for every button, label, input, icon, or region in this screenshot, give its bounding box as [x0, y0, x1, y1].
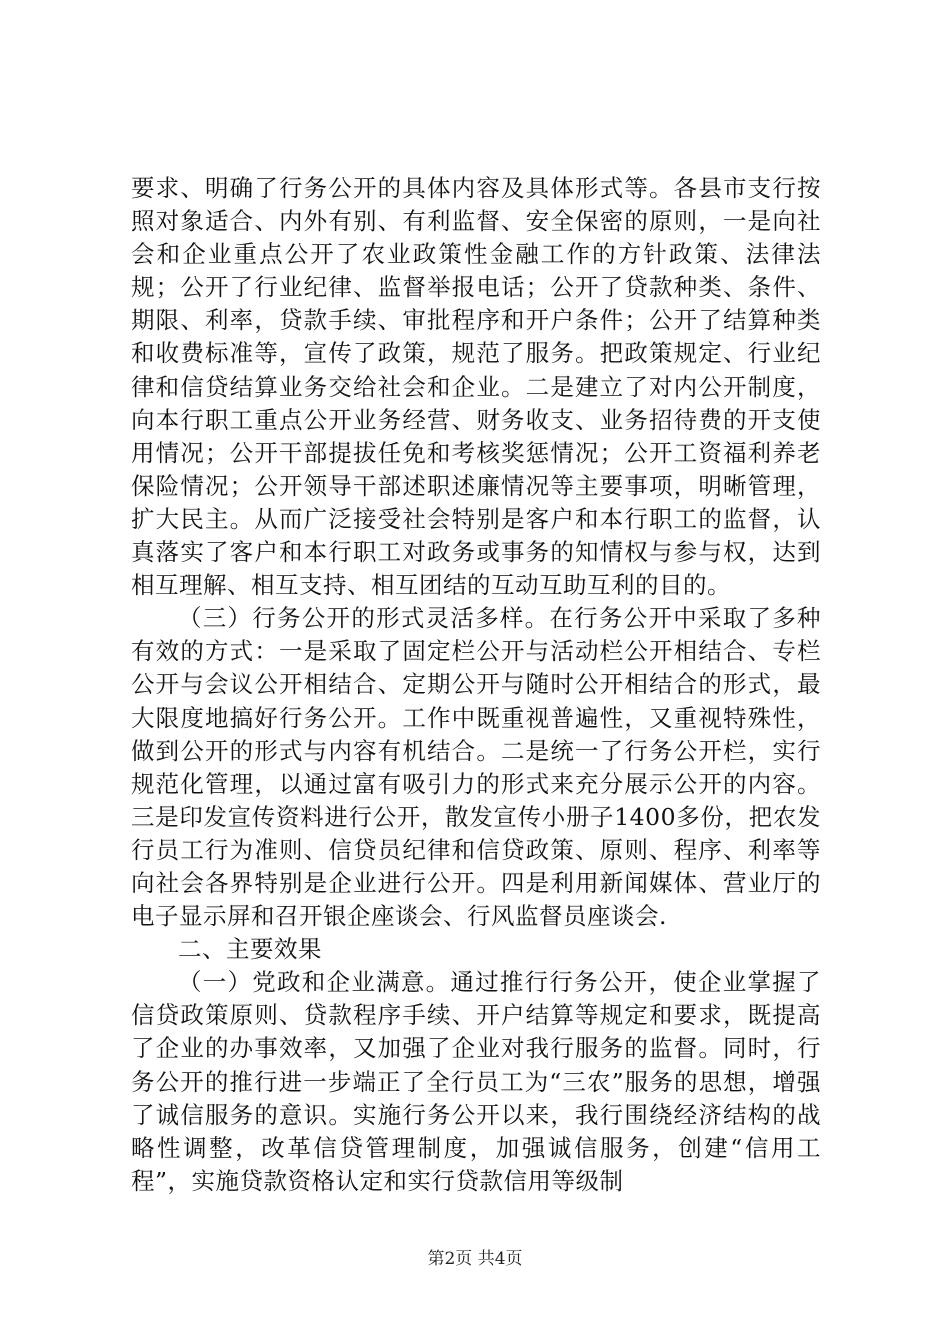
paragraph-continuation: 要求、明确了行务公开的具体内容及具体形式等。各县市支行按照对象适合、内外有别、有利监督、安全保密的原则，一是向社会和企业重点公开了农业政策性金融工作的方针政策、法律法规；公开了行业纪律、监督举报电话；公开了贷款种类、条件、期限、利率，贷款手续、审批程序和开户条件；公开了结算种类和收费标准等，宣传了政策，规范了服务。把政策规定、行业纪律和信贷结算业务交给社会和企业。二是建立了对内公开制度，向本行职工重点公开业务经营、财务收支、业务招待费的开支使用情况；公开干部提拔任免和考核奖惩情况；公开工资福利养老保险情况；公开领导干部述职述廉情况等主要事项，明晰管理，扩大民主。从而广泛接受社会特别是客户和本行职工的监督，认真落实了客户和本行职工对政务或事务的知情权与参与权，达到相互理解、相互支持、相互团结的互动互助互利的目的。 [131, 174, 821, 600]
section-heading-main-effects: 二、主要效果 [178, 935, 322, 964]
paragraph-section-three: （三）行务公开的形式灵活多样。在行务公开中采取了多种有效的方式：一是采取了固定栏公开与活动栏公开相结合、专栏公开与会议公开相结合、定期公开与随时公开相结合的形式，最大限度地搞好行务公开。工作中既重视普遍性，又重视特殊性，做到公开的形式与内容有机结合。二是统一了行务公开栏，实行规范化管理，以通过富有吸引力的形式来充分展示公开的内容。三是印发宣传资料进行公开，散发宣传小册子1400多份，把农发行员工行为准则、信贷员纪律和信贷政策、原则、程序、利率等向社会各界特别是企业进行公开。四是利用新闻媒体、营业厅的电子显示屏和召开银企座谈会、行风监督员座谈会. [131, 604, 821, 931]
document-body [131, 172, 821, 1198]
page-number-footer: 第2页 共4页 [427, 1249, 523, 1269]
paragraph-subsection-one: （一）党政和企业满意。通过推行行务公开，使企业掌握了信贷政策原则、贷款程序手续、开户结算等规定和要求，既提高了企业的办事效率，又加强了企业对我行服务的监督。同时，行务公开的推行进一步端正了全行员工为“三农”服务的思想，增强了诚信服务的意识。实施行务公开以来，我行围绕经济结构的战略性调整，改革信贷管理制度，加强诚信服务，创建“信用工程”，实施贷款资格认定和实行贷款信用等级制 [131, 968, 821, 1195]
